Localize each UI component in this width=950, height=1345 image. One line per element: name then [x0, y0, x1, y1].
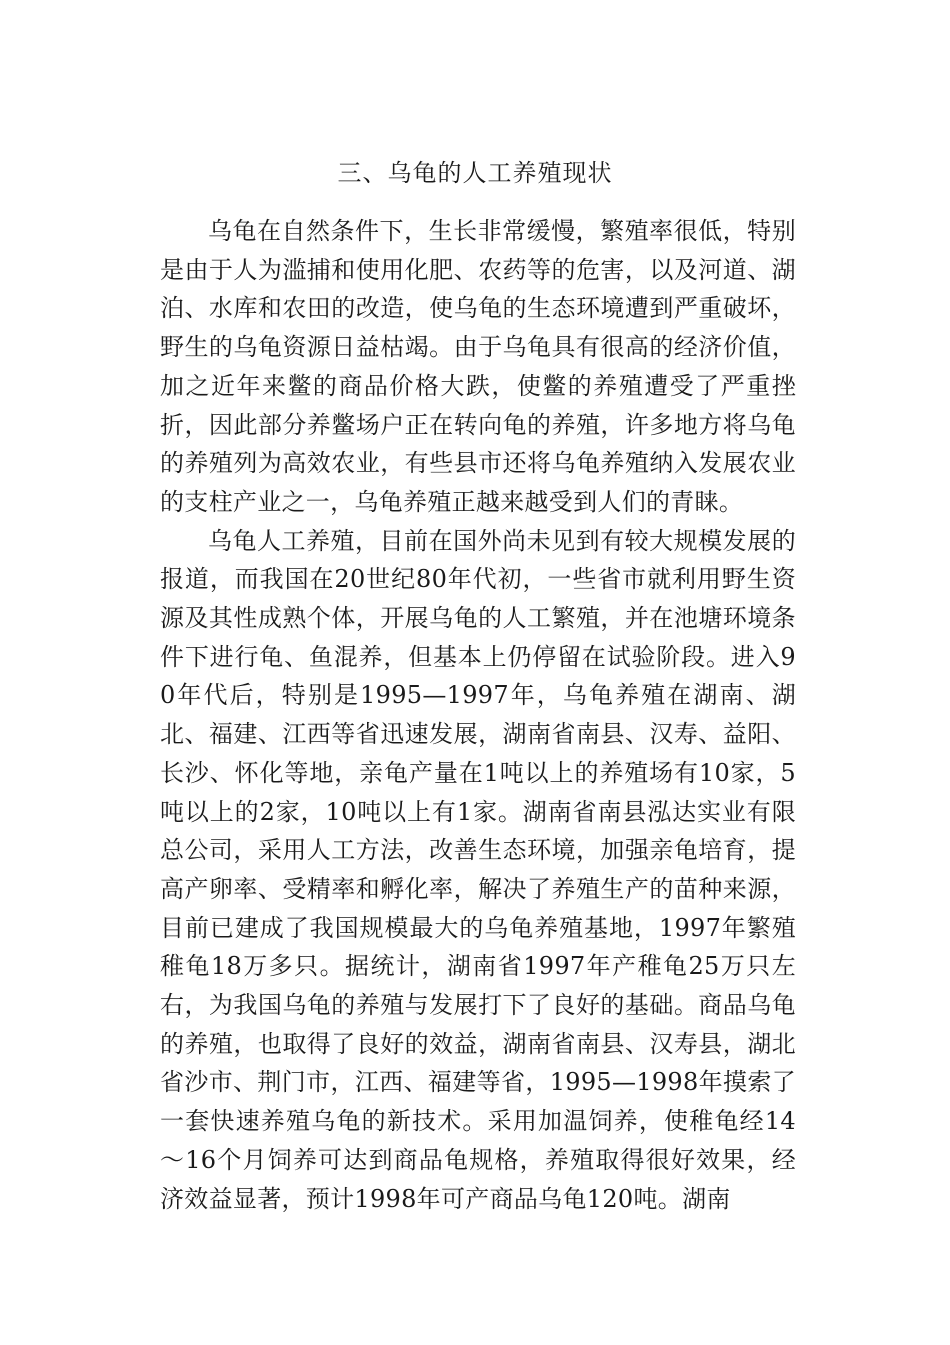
paragraph: 乌龟在自然条件下，生长非常缓慢，繁殖率很低，特别是由于人为滥捕和使用化肥、农药等的危害，以及河道、湖泊、水库和农田的改造，使乌龟的生态环境遭到严重破坏，野生的乌龟资源日益枯竭。由于乌龟具有很高的经济价值，加之近年来鳖的商品价格大跌，使鳖的养殖遭受了严重挫折，因此部分养鳖场户正在转向龟的养殖，许多地方将乌龟的养殖列为高效农业，有些县市还将乌龟养殖纳入发展农业的支柱产业之一，乌龟养殖正越来越受到人们的青睐。: [160, 217, 796, 516]
paragraph: 乌龟人工养殖，目前在国外尚未见到有较大规模发展的报道，而我国在20世纪80年代初，一些省市就利用野生资源及其性成熟个体，开展乌龟的人工繁殖，并在池塘环境条件下进行龟、鱼混养，但基本上仍停留在试验阶段。进入90年代后，特别是1995—1997年，乌龟养殖在湖南、湖北、福建、江西等省迅速发展，湖南省南县、汉寿、益阳、长沙、怀化等地，亲龟产量在1吨以上的养殖场有10家，5吨以上的2家，10吨以上有1家。湖南省南县泓达实业有限总公司，采用人工方法，改善生态环境，加强亲龟培育，提高产卵率、受精率和孵化率，解决了养殖生产的苗种来源，目前已建成了我国规模最大的乌龟养殖基地，1997年繁殖稚龟18万多只。据统计，湖南省1997年产稚龟25万只左右，为我国乌龟的养殖与发展打下了良好的基础。商品乌龟的养殖，也取得了良好的效益，湖南省南县、汉寿县，湖北省沙市、荆门市，江西、福建等省，1995—1998年摸索了一套快速养殖乌龟的新技术。采用加温饲养，使稚龟经14～16个月饲养可达到商品龟规格，养殖取得很好效果，经济效益显著，预计1998年可产商品乌龟120吨。湖南: [160, 526, 796, 1213]
body-text: [160, 212, 796, 1218]
section-title: 三、乌龟的人工养殖现状: [337, 159, 613, 187]
